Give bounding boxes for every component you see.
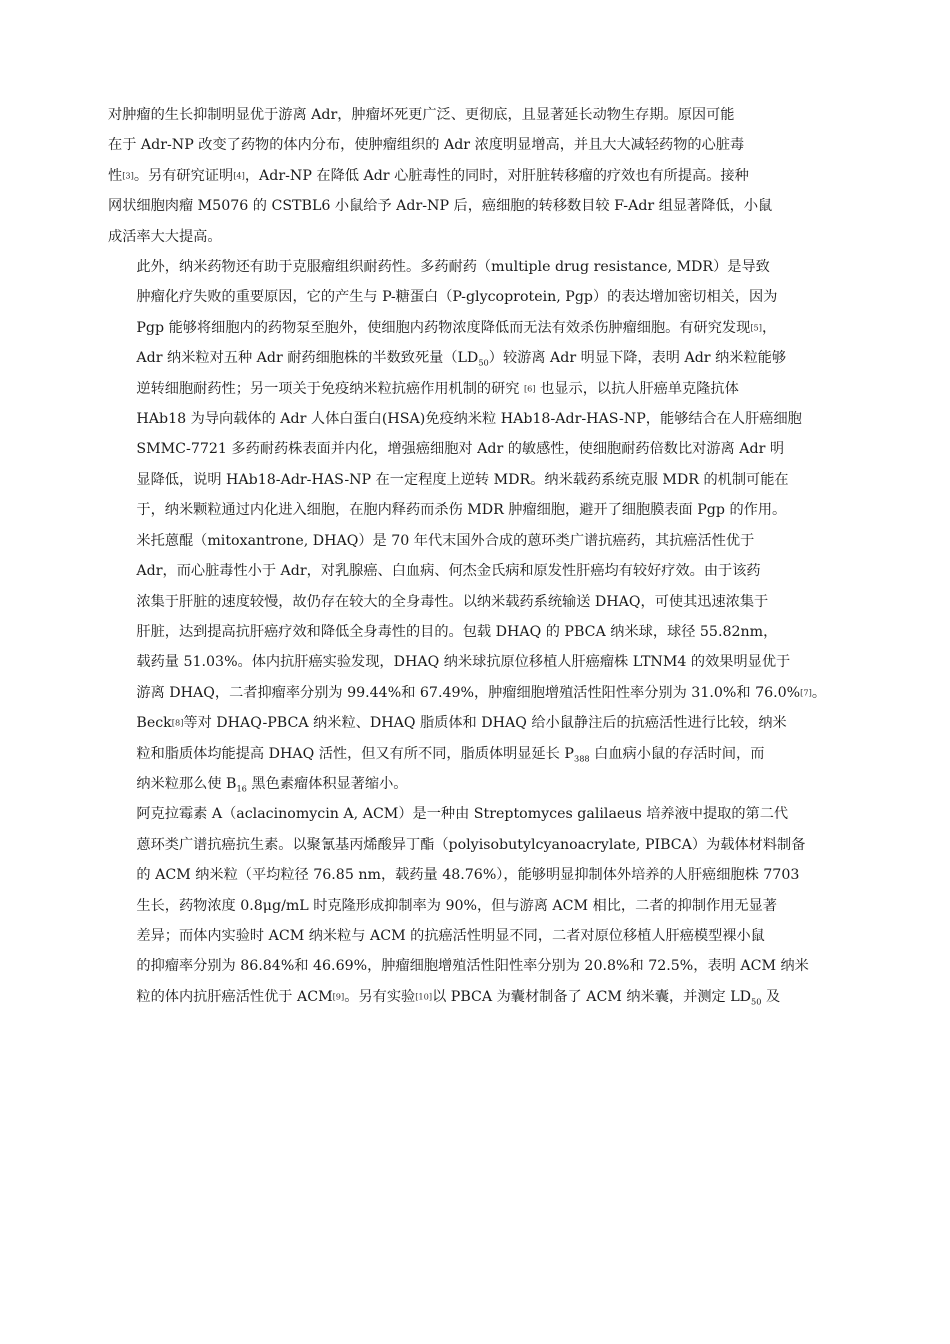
text-line: 游离 DHAQ，二者抑瘤率分别为 99.44%和 67.49%，肿瘤细胞增殖活性阳性率分别为 31.0%和 76.0%[7]。 [136, 684, 827, 701]
text-line: 此外，纳米药物还有助于克服瘤组织耐药性。多药耐药（multiple drug resistance, MDR）是导致 [136, 259, 770, 276]
text-line: 肿瘤化疗失败的重要原因，它的产生与 P-糖蛋白（P-glycoprotein, Pgp）的表达增加密切相关，因为 [136, 289, 778, 306]
text-line: 阿克拉霉素 A（aclacinomycin A, ACM）是一种由 Streptomyces galilaeus 培养液中提取的第二代 [136, 806, 789, 823]
paragraph-acm [108, 799, 842, 1012]
text-line: 米托蒽醌（mitoxantrone, DHAQ）是 70 年代末国外合成的蒽环类广谱抗癌药，其抗癌活性优于 [136, 532, 755, 549]
paragraph-mdr [108, 252, 842, 526]
text-line: 网状细胞肉瘤 M5076 的 CSTBL6 小鼠给予 Adr-NP 后，癌细胞的转移数目较 F-Adr 组显著降低，小鼠 [108, 198, 773, 215]
text-line: 差异；而体内实验时 ACM 纳米粒与 ACM 的抗癌活性明显不同，二者对原位移植人肝癌模型裸小鼠 [136, 927, 765, 944]
text-line: 粒和脂质体均能提高 DHAQ 活性，但又有所不同，脂质体明显延长 $P_{388}$ 白血病小鼠的存活时间，而 [136, 745, 765, 764]
text-line: 的抑瘤率分别为 86.84%和 46.69%，肿瘤细胞增殖活性阳性率分别为 20.8%和 72.5%，表明 ACM 纳米 [136, 958, 809, 975]
text-line: 逆转细胞耐药性；另一项关于免疫纳米粒抗癌作用机制的研究 [6] 也显示，以抗人肝癌单克隆抗体 [136, 380, 739, 397]
text-line: 肝脏，达到提高抗肝癌疗效和降低全身毒性的目的。包载 DHAQ 的 PBCA 纳米球，球径 55.82nm， [136, 623, 778, 640]
text-line: 蒽环类广谱抗癌抗生素。以聚氰基丙烯酸异丁酯（polyisobutylcyanoacrylate, PIBCA）为载体材料制备 [136, 836, 806, 853]
text-line: Pgp 能够将细胞内的药物泵至胞外，使细胞内药物浓度降低而无法有效杀伤肿瘤细胞。有研究发现[5]， [136, 319, 777, 336]
body-text [108, 100, 842, 1012]
text-line: Beck[8]等对 DHAQ-PBCA 纳米粒、DHAQ 脂质体和 DHAQ 给小鼠静注后的抗癌活性进行比较，纳米 [136, 715, 787, 732]
text-line: 于，纳米颗粒通过内化进入细胞，在胞内释药而杀伤 MDR 肿瘤细胞，避开了细胞膜表面 Pgp 的作用。 [136, 502, 787, 519]
text-line: 的 ACM 纳米粒（平均粒径 76.85 nm，载药量 48.76%），能够明显抑制体外培养的人肝癌细胞株 7703 [136, 867, 800, 884]
paragraph-adr-np-efficacy [108, 100, 842, 252]
text-line: 载药量 51.03%。体内抗肝癌实验发现，DHAQ 纳米球抗原位移植人肝癌瘤株 LTNM4 的效果明显优于 [136, 654, 791, 671]
paragraph-dhaq [108, 526, 842, 800]
text-line: 显降低，说明 HAb18-Adr-HAS-NP 在一定程度上逆转 MDR。纳米载药系统克服 MDR 的机制可能在 [136, 471, 789, 488]
text-line: 纳米粒那么使 $B_{16}$ 黑色素瘤体积显著缩小。 [136, 775, 408, 794]
text-line: 在于 Adr-NP 改变了药物的体内分布，使肿瘤组织的 Adr 浓度明显增高，并且大大减轻药物的心脏毒 [108, 137, 745, 154]
text-line: Adr 纳米粒对五种 Adr 耐药细胞株的半数致死量$(LD_{50})$较游离 Adr 明显下降，表明 Adr 纳米粒能够 [136, 350, 787, 368]
text-line: 性[3]。另有研究证明[4]，Adr-NP 在降低 Adr 心脏毒性的同时，对肝脏转移瘤的疗效也有所提高。接种 [108, 167, 749, 184]
text-line: HAb18 为导向载体的 Adr 人体白蛋白(HSA)免疫纳米粒 HAb18-Adr-HAS-NP，能够结合在人肝癌细胞 [136, 411, 802, 428]
text-line: 成活率大大提高。 [108, 228, 222, 245]
text-line: 浓集于肝脏的速度较慢，故仍存在较大的全身毒性。以纳米载药系统输送 DHAQ，可使其迅速浓集于 [136, 593, 769, 610]
text-line: SMMC-7721 多药耐药株表面并内化，增强癌细胞对 Adr 的敏感性，使细胞耐药倍数比对游离 Adr 明 [136, 441, 785, 458]
text-line: 对肿瘤的生长抑制明显优于游离 Adr，肿瘤坏死更广泛、更彻底，且显著延长动物生存期。原因可能 [108, 107, 735, 123]
text-line: 生长，药物浓度 0.8μg/mL 时克隆形成抑制率为 90%，但与游离 ACM 相比，二者的抑制作用无显著 [136, 897, 777, 914]
text-line: 粒的体内抗肝癌活性优于 ACM[9]。另有实验[10]以 PBCA 为囊材制备了 ACM 纳米囊，并测定 $LD_{50}$ 及 [136, 988, 781, 1007]
text-line: Adr，而心脏毒性小于 Adr，对乳腺癌、白血病、何杰金氏病和原发性肝癌均有较好疗效。由于该药 [136, 563, 761, 580]
